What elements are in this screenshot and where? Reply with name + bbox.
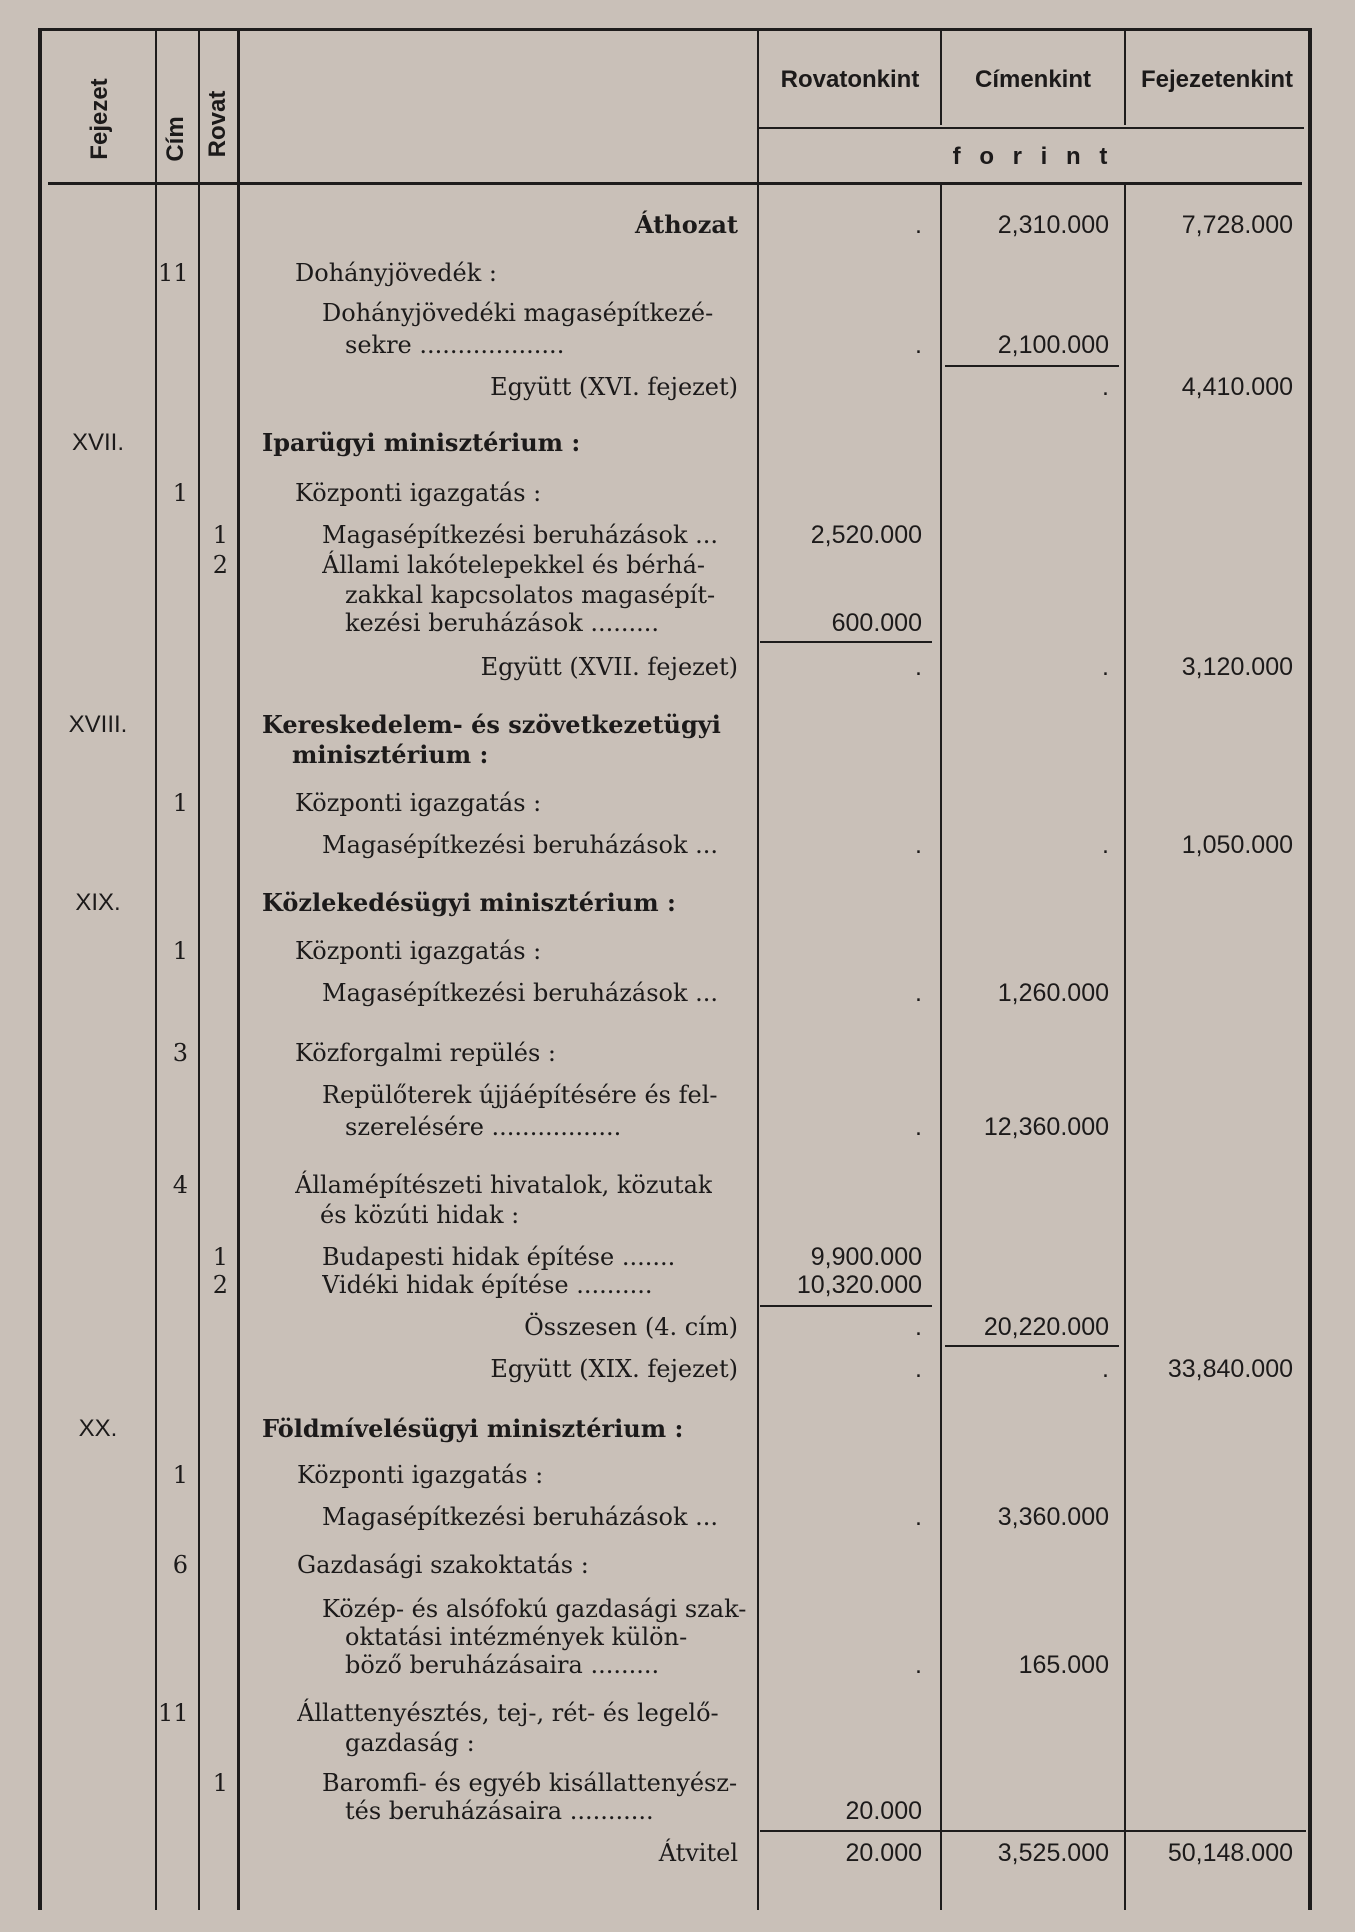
subtotal-rule xyxy=(760,1830,1306,1832)
cim-number: 11 xyxy=(158,1699,189,1727)
fejezetenkint-value: 50,148.000 xyxy=(1167,1839,1293,1867)
rovat-number: 1 xyxy=(212,1243,228,1271)
rovatonkint-value: 9,900.000 xyxy=(810,1243,922,1271)
col-rule-fejezetenkint xyxy=(1124,185,1126,1910)
row-description: Dohányjövedéki magasépítkezé- xyxy=(322,299,714,327)
row-description: Magasépítkezési beruházások ... xyxy=(322,979,719,1007)
row-description: Központi igazgatás : xyxy=(295,479,542,507)
row-description: Központi igazgatás : xyxy=(297,1461,544,1489)
cim-number: 3 xyxy=(172,1039,188,1067)
row-description: Magasépítkezési beruházások ... xyxy=(322,831,719,859)
row-description: oktatási intézmények külön- xyxy=(345,1623,688,1651)
rovat-number: 1 xyxy=(212,1769,228,1797)
rovatonkint-value: . xyxy=(915,831,922,859)
fejezetenkint-value: 4,410.000 xyxy=(1181,373,1293,401)
row-description: szerelésére ................. xyxy=(345,1113,622,1141)
row-description: minisztérium : xyxy=(292,740,489,769)
cimenkint-value: . xyxy=(1102,831,1109,859)
row-description: Baromfi- és egyéb kisállattenyész- xyxy=(322,1769,738,1797)
rovatonkint-value: 20.000 xyxy=(845,1839,922,1867)
cimenkint-value: 2,100.000 xyxy=(997,331,1109,359)
header-fejezet: Fejezet xyxy=(86,78,113,160)
rovatonkint-value: . xyxy=(915,1313,922,1341)
cimenkint-value: . xyxy=(1102,653,1109,681)
row-description: tés beruházásaira ........... xyxy=(345,1797,654,1825)
cim-number: 6 xyxy=(172,1551,188,1579)
cimenkint-value: 1,260.000 xyxy=(997,979,1109,1007)
fejezet-number: XX. xyxy=(78,1415,118,1442)
row-description: Földmívelésügyi minisztérium : xyxy=(262,1414,684,1443)
left-border xyxy=(38,30,42,1910)
rovat-number: 2 xyxy=(212,1271,228,1299)
subtotal-rule xyxy=(760,641,932,643)
rovat-number: 1 xyxy=(212,521,228,549)
row-description: Gazdasági szakoktatás : xyxy=(297,1551,589,1579)
rovatonkint-value: . xyxy=(915,1503,922,1531)
row-description: Budapesti hidak építése ....... xyxy=(322,1243,676,1271)
rovatonkint-value: . xyxy=(915,1355,922,1383)
header-cim: Cím xyxy=(162,116,189,162)
cimenkint-value: 12,360.000 xyxy=(983,1113,1109,1141)
rovat-number: 2 xyxy=(212,551,228,579)
cim-number: 4 xyxy=(172,1171,188,1199)
cimenkint-value: 20,220.000 xyxy=(983,1313,1109,1341)
row-description: Magasépítkezési beruházások ... xyxy=(322,1503,719,1531)
header-currency: f o r i n t xyxy=(952,143,1114,170)
fejezet-number: XVII. xyxy=(71,429,125,456)
row-description: Központi igazgatás : xyxy=(295,789,542,817)
currency-rule xyxy=(758,127,1304,129)
rovatonkint-value: . xyxy=(915,1113,922,1141)
row-description: Repülőterek újjáépítésére és fel- xyxy=(322,1081,718,1109)
fejezetenkint-value: 7,728.000 xyxy=(1181,211,1293,239)
rovatonkint-value: 2,520.000 xyxy=(810,521,922,549)
row-description: Közlekedésügyi minisztérium : xyxy=(262,888,676,917)
right-border xyxy=(1308,30,1312,1910)
row-description: gazdaság : xyxy=(345,1729,475,1757)
cim-number: 1 xyxy=(172,937,188,965)
row-description: Magasépítkezési beruházások ... xyxy=(322,521,719,549)
fejezet-number: XIX. xyxy=(75,889,121,916)
fejezetenkint-value: 1,050.000 xyxy=(1181,831,1293,859)
cimenkint-value: 2,310.000 xyxy=(997,211,1109,239)
row-description: Kereskedelem- és szövetkezetügyi xyxy=(262,710,721,739)
cimenkint-value: . xyxy=(1102,1355,1109,1383)
col-rule-desc xyxy=(237,30,240,1910)
cim-number: 1 xyxy=(172,479,188,507)
row-description: böző beruházásaira ......... xyxy=(345,1651,660,1679)
rovatonkint-value: 10,320.000 xyxy=(796,1271,922,1299)
header-rovat: Rovat xyxy=(204,90,231,158)
row-description: Együtt (XVII. fejezet) xyxy=(480,653,738,681)
fejezetenkint-value: 33,840.000 xyxy=(1167,1355,1293,1383)
rovatonkint-value: 20.000 xyxy=(845,1797,922,1825)
cimenkint-value: 3,525.000 xyxy=(997,1839,1109,1867)
row-description: Összesen (4. cím) xyxy=(524,1313,738,1341)
cimenkint-value: 165.000 xyxy=(1018,1651,1109,1679)
row-description: Együtt (XIX. fejezet) xyxy=(490,1355,738,1383)
row-description: Átvitel xyxy=(658,1839,738,1867)
subtotal-rule xyxy=(945,365,1119,367)
col-rule-rovatonkint xyxy=(757,30,759,1910)
rovatonkint-value: . xyxy=(915,1651,922,1679)
fejezet-number: XVIII. xyxy=(68,711,128,738)
col-rule-rovat xyxy=(198,30,200,1910)
rovatonkint-value: . xyxy=(915,211,922,239)
row-description: Állami lakótelepekkel és bérhá- xyxy=(322,551,705,579)
rovatonkint-value: . xyxy=(915,979,922,1007)
row-description: Iparügyi minisztérium : xyxy=(262,428,581,457)
row-description: Közép- és alsófokú gazdasági szak- xyxy=(322,1595,747,1623)
subtotal-rule xyxy=(760,1305,932,1307)
rovatonkint-value: . xyxy=(915,331,922,359)
cim-number: 1 xyxy=(172,789,188,817)
cimenkint-value: 3,360.000 xyxy=(997,1503,1109,1531)
header-fejezetenkint: Fejezetenkint xyxy=(1140,66,1294,93)
row-description: Állattenyésztés, tej-, rét- és legelő- xyxy=(297,1699,719,1727)
header-rovatonkint: Rovatonkint xyxy=(780,66,920,93)
row-description: kezési beruházások ......... xyxy=(345,609,660,637)
row-description: Vidéki hidak építése .......... xyxy=(322,1271,653,1299)
col-rule-cim xyxy=(155,30,157,1910)
row-description: Együtt (XVI. fejezet) xyxy=(490,373,738,401)
row-description: Dohányjövedék : xyxy=(295,259,497,287)
fejezetenkint-value: 3,120.000 xyxy=(1181,653,1293,681)
row-description: sekre ................... xyxy=(345,331,565,359)
cim-number: 11 xyxy=(158,259,189,287)
row-description: Közforgalmi repülés : xyxy=(295,1039,556,1067)
row-description: zakkal kapcsolatos magasépít- xyxy=(345,581,716,609)
row-description: Áthozat xyxy=(634,210,738,239)
row-description: Államépítészeti hivatalok, közutak xyxy=(295,1171,713,1199)
rovatonkint-value: 600.000 xyxy=(831,609,922,637)
col-rule-cimenkint xyxy=(940,185,942,1910)
top-border xyxy=(38,28,1312,31)
row-description: és közúti hidak : xyxy=(320,1201,520,1229)
rovatonkint-value: . xyxy=(915,653,922,681)
header-cimenkint: Címenkint xyxy=(974,66,1091,93)
cimenkint-value: . xyxy=(1102,373,1109,401)
subtotal-rule xyxy=(945,1345,1119,1347)
cim-number: 1 xyxy=(172,1461,188,1489)
row-description: Központi igazgatás : xyxy=(295,937,542,965)
